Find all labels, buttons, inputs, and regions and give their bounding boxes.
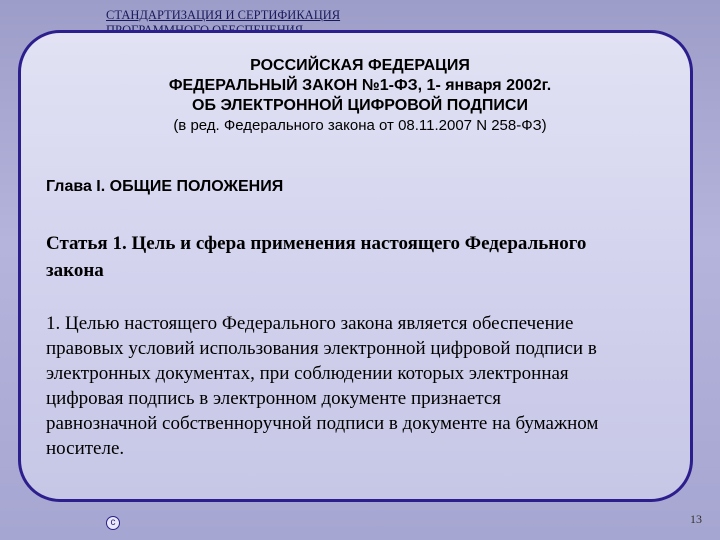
paragraph-line: носителе. — [46, 438, 125, 459]
paragraph-line: электронных документах, при соблюдении которых электронная — [46, 363, 569, 384]
article-paragraph — [46, 311, 696, 461]
law-title — [0, 56, 720, 136]
title-amendment-note: (в ред. Федерального закона от 08.11.2007 N 258-ФЗ) — [173, 117, 547, 134]
title-line-1: РОССИЙСКАЯ ФЕДЕРАЦИЯ — [250, 57, 470, 74]
article-heading — [46, 230, 686, 284]
paragraph-line: 1. Целью настоящего Федерального закона является обеспечение — [46, 313, 574, 334]
title-line-3: ОБ ЭЛЕКТРОННОЙ ЦИФРОВОЙ ПОДПИСИ — [192, 97, 528, 114]
chapter-heading: Глава I. ОБЩИЕ ПОЛОЖЕНИЯ — [46, 178, 284, 195]
paragraph-line: равнозначной собственноручной подписи в документе на бумажном — [46, 413, 599, 434]
article-heading-line-1: Статья 1. Цель и сфера применения настоящего Федерального — [46, 233, 587, 254]
article-heading-line-2: закона — [46, 260, 104, 281]
header-line-1: СТАНДАРТИЗАЦИЯ И СЕРТИФИКАЦИЯ — [106, 8, 341, 22]
paragraph-line: правовых условий использования электронной цифровой подписи в — [46, 338, 597, 359]
copyright-icon: c — [106, 516, 120, 530]
page-number: 13 — [690, 512, 702, 526]
paragraph-line: цифровая подпись в электронном документе признается — [46, 388, 502, 409]
title-line-2: ФЕДЕРАЛЬНЫЙ ЗАКОН №1-ФЗ, 1- января 2002г. — [168, 77, 552, 94]
